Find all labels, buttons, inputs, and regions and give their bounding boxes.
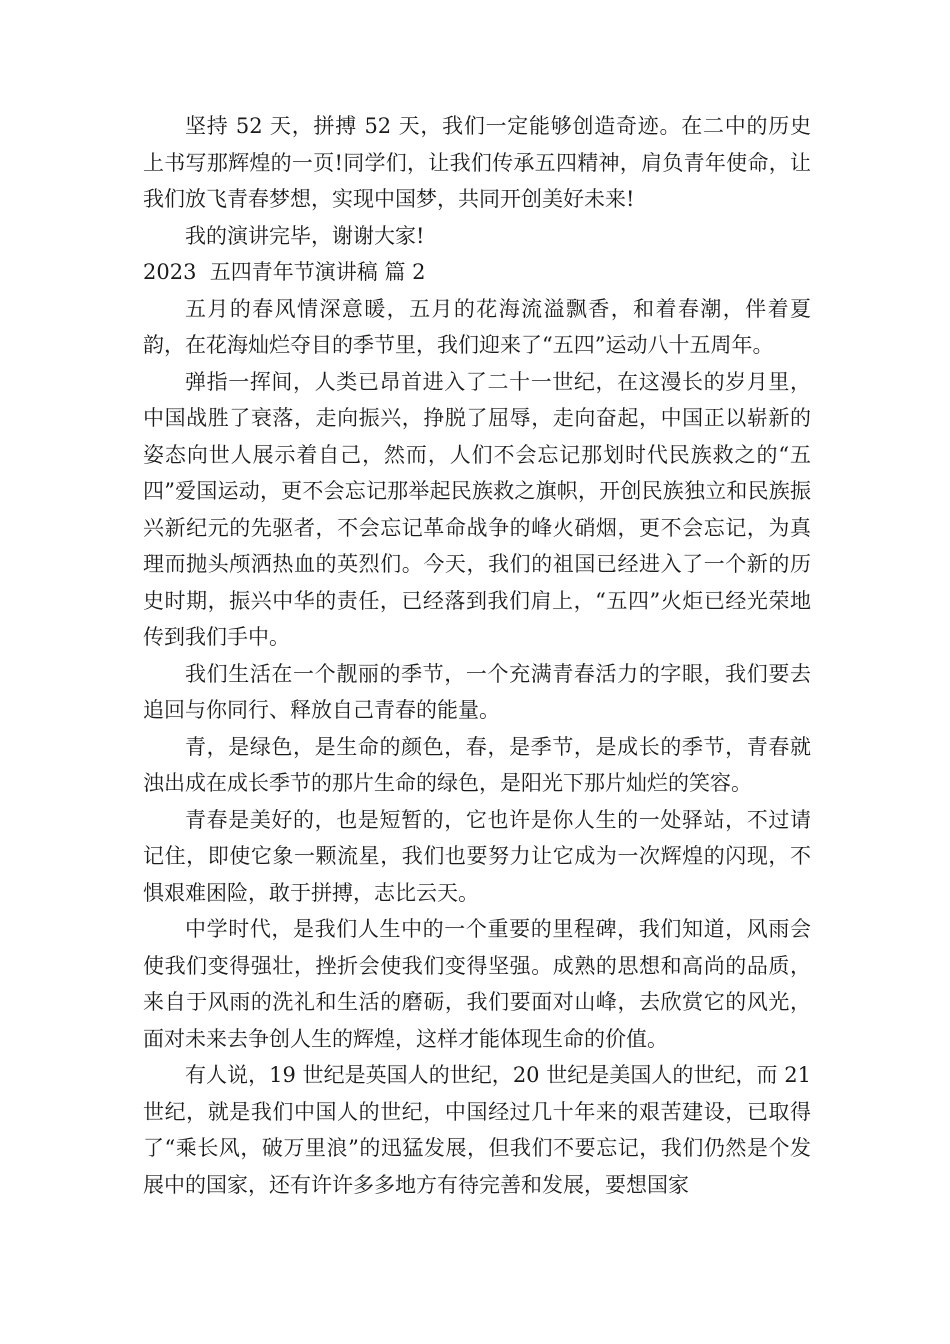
paragraph: 我的演讲完毕，谢谢大家! [185,223,425,248]
paragraph: 青，是绿色，是生命的颜色，春，是季节，是成长的季节，青春就浊出成在成长季节的那片生命的绿色，是阳光下那片灿烂的笑容。 [143,734,811,795]
section-heading: 2023 五四青年节演讲稿 篇 2 [143,260,426,284]
paragraph: 有人说，19 世纪是英国人的世纪，20 世纪是美国人的世纪，而 21 世纪，就是我们中国人的世纪，中国经过几十年来的艰苦建设，已取得了“乘长风，破万里浪”的迅猛发展，但我们不要忘记，我们仍然是个发展中的国家，还有许许多多地方有待完善和发展，要想国家 [143,1063,811,1197]
paragraph: 弹指一挥间，人类已昂首进入了二十一世纪，在这漫长的岁月里，中国战胜了衰落，走向振兴，挣脱了屈辱，走向奋起，中国正以崭新的姿态向世人展示着自己，然而，人们不会忘记那划时代民族救之的“五四”爱国运动，更不会忘记那举起民族救之旗帜，开创民族独立和民族振兴新纪元的先驱者，不会忘记革命战争的峰火硝烟，更不会忘记，为真理而抛头颅洒热血的英烈们。今天，我们的祖国已经进入了一个新的历史时期，振兴中华的责任，已经落到我们肩上，“五四”火炬已经光荣地传到我们手中。 [143,369,811,649]
paragraph: 中学时代，是我们人生中的一个重要的里程碑，我们知道，风雨会使我们变得强壮，挫折会使我们变得坚强。成熟的思想和高尚的品质，来自于风雨的洗礼和生活的磨砺，我们要面对山峰，去欣赏它的风光，面对未来去争创人生的辉煌，这样才能体现生命的价值。 [143,917,811,1051]
document-page [143,108,811,1203]
paragraph: 我们生活在一个靓丽的季节，一个充满青春活力的字眼，我们要去追回与你同行、释放自己青春的能量。 [143,661,811,722]
paragraph: 坚持 52 天，拼搏 52 天，我们一定能够创造奇迹。在二中的历史上书写那辉煌的一页!同学们，让我们传承五四精神，肩负青年使命，让我们放飞青春梦想，实现中国梦，共同开创美好未来! [143,114,811,211]
paragraph: 青春是美好的，也是短暂的，它也许是你人生的一处驿站，不过请记住，即使它象一颗流星，我们也要努力让它成为一次辉煌的闪现，不惧艰难困险，敢于拼搏，志比云天。 [143,807,811,905]
paragraph: 五月的春风情深意暖，五月的花海流溢飘香，和着春潮，伴着夏韵，在花海灿烂夺目的季节里，我们迎来了“五四”运动八十五周年。 [143,296,811,357]
